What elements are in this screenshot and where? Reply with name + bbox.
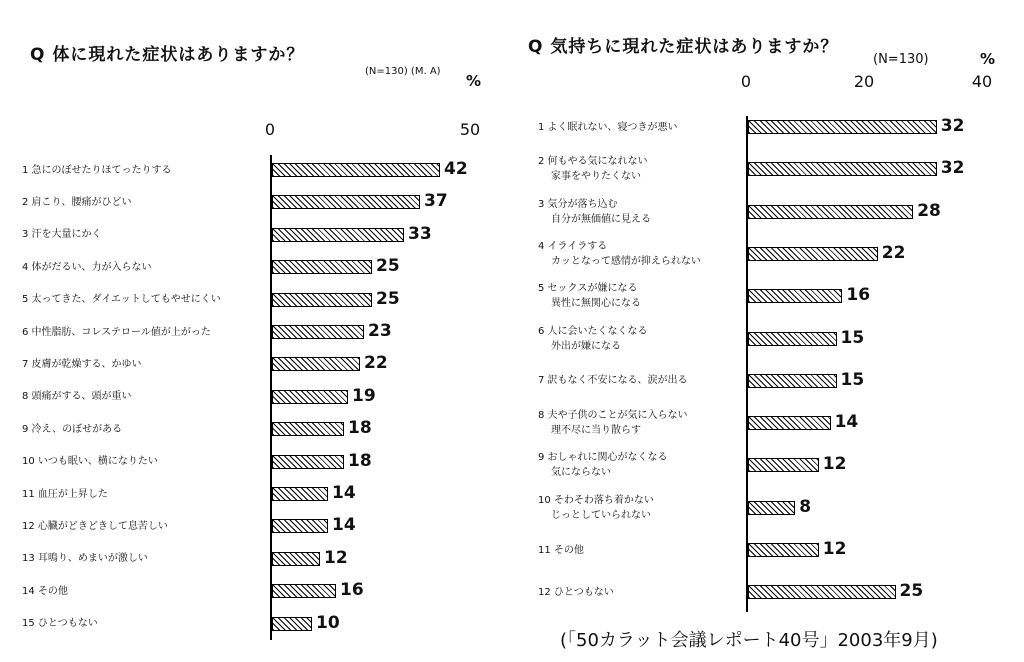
left-bar [272,455,344,469]
left-category-label [22,389,132,404]
left-bar [272,617,312,631]
right-category-label-line: 11 その他 [538,544,584,556]
right-category-label-line: じっとしていられない [551,509,651,521]
right-category-label-line: 外出が嫌になる [551,340,621,352]
left-tick-label: 50 [459,120,481,139]
left-category-label [22,292,221,307]
left-category-label-line: 5 太ってきた、ダイエットしてもやせにくい [22,294,221,306]
left-category-label [22,260,152,275]
left-category-label-line: 6 中性脂肪、コレステロール値が上がった [22,326,211,338]
right-bar-value: 28 [917,200,941,221]
right-category-label [538,120,678,135]
right-bar-value: 12 [822,454,847,475]
right-bar-value: 32 [940,116,965,136]
left-bar-value: 14 [332,483,356,503]
left-category-label [22,422,122,437]
left-bar [272,195,420,209]
left-category-label-line: 15 ひとつもない [22,618,98,630]
left-category-label-line: 14 その他 [22,585,68,597]
left-category-label-line: 4 体がだるい、力が入らない [22,261,152,273]
left-bar [272,487,328,501]
right-bar [748,205,913,219]
right-category-label [538,239,701,269]
right-category-label [538,493,654,523]
left-category-label [22,551,148,566]
left-category-label-line: 9 冷え、のぼせがある [22,423,123,435]
left-category-label-line: 1 急にのぼせたりほてったりする [22,164,172,176]
left-chart-unit: % [466,72,482,90]
right-category-label-line: 4 イライラする [538,240,608,252]
right-category-label [538,373,688,388]
right-category-label [538,281,641,311]
right-bar-value: 15 [840,369,865,390]
left-bar-value: 18 [348,450,372,471]
left-category-label-line: 10 いつも眠い、横になりたい [22,456,158,468]
left-bar-value: 23 [368,321,392,341]
right-category-label-line: 異性に無関心になる [551,298,641,310]
right-bar [748,585,896,599]
right-bar-value: 15 [840,327,865,348]
left-chart-note: (N=130) (M. A) [365,66,441,77]
right-bar [748,501,795,515]
right-category-label-line: カッとなって感情が抑えられない [551,255,701,267]
right-bar [748,120,937,134]
right-chart-note: (N=130) [873,52,929,67]
left-bar-value: 12 [324,547,348,568]
right-chart-unit: % [980,50,996,68]
left-bar [272,552,320,566]
left-category-label [22,584,68,599]
right-bar-value: 12 [822,539,847,559]
right-category-label [538,543,584,558]
left-category-label [22,163,172,178]
right-category-label-line: 3 気分が落ち込む [538,198,618,210]
right-category-label-line: 12 ひとつもない [538,586,614,598]
left-bar-value: 25 [376,256,400,277]
left-category-label [22,487,108,502]
right-bar [748,162,937,176]
left-category-label-line: 2 肩こり、腰痛がひどい [22,196,132,208]
right-category-label-line: 6 人に会いたくなくなる [538,325,648,337]
source-caption: (「50カラット会議レポート40号」2003年9月) [560,630,938,651]
left-bar-value: 42 [444,159,468,179]
left-bar-value: 37 [424,191,448,212]
left-bar [272,519,328,533]
right-category-label-line: 理不尽に当り散らす [551,425,641,437]
right-category-label [538,197,651,227]
left-bar [272,293,372,307]
right-tick-label: 0 [740,72,752,91]
left-category-label-line: 8 頭痛がする、頭が重い [22,391,132,403]
right-bar-value: 16 [846,285,871,306]
left-bar [272,390,348,404]
right-category-label-line: 2 何もやる気になれない [538,156,648,168]
right-axis-line [746,116,748,612]
right-category-label-line: 自分が無価値に見える [551,213,651,225]
left-bar [272,325,364,339]
left-bar-value: 19 [352,385,376,406]
right-category-label [538,408,688,438]
left-category-label-line: 12 心臓がどきどきして息苦しい [22,520,168,532]
right-category-label-line: 7 訳もなく不安になる、涙が出る [538,375,688,387]
right-bar [748,543,819,557]
left-bar-value: 18 [348,418,372,439]
left-category-label-line: 7 皮膚が乾燥する、かゆい [22,358,142,370]
right-category-label [538,154,648,184]
left-category-label [22,616,98,631]
left-bar [272,228,404,242]
right-bar-value: 32 [940,158,965,179]
right-category-label-line: 家事をやりたくない [551,171,641,183]
right-bar [748,247,878,261]
right-bar-value: 22 [881,242,906,263]
left-category-label [22,227,102,242]
left-bar-value: 33 [408,223,432,244]
right-bar-value: 14 [834,412,859,433]
left-bar [272,422,344,436]
right-bar-value: 25 [899,581,924,602]
right-category-label [538,585,614,600]
right-category-label [538,450,668,480]
right-category-label [538,324,648,354]
left-bar [272,260,372,274]
left-category-label-line: 13 耳鳴り、めまいが激しい [22,553,148,565]
left-bar [272,163,440,177]
right-category-label-line: 5 セックスが嫌になる [538,283,638,295]
right-bar [748,332,837,346]
left-bar-value: 16 [340,580,364,601]
right-category-label-line: 10 そわそわ落ち着かない [538,494,654,506]
left-category-label [22,325,211,340]
left-bar [272,357,360,371]
right-bar [748,458,819,472]
right-category-label-line: 気にならない [551,467,611,479]
left-chart-title: Q 体に現れた症状はありますか？ [30,45,305,65]
left-category-label [22,519,168,534]
right-category-label-line: 8 夫や子供のことが気に入らない [538,410,688,422]
left-bar [272,584,336,598]
right-bar [748,289,842,303]
left-category-label [22,454,158,469]
right-bar [748,374,837,388]
left-category-label-line: 11 血圧が上昇した [22,488,108,500]
left-bar-value: 10 [316,612,340,633]
right-tick-label: 20 [853,72,875,91]
left-category-label-line: 3 汗を大量にかく [22,229,102,241]
right-bar-value: 8 [799,496,812,517]
left-tick-label: 0 [264,120,276,139]
left-bar-value: 25 [376,288,400,309]
left-bar-value: 22 [364,353,388,374]
right-chart-title: Q 気持ちに現れた症状はありますか？ [528,37,839,57]
right-bar [748,416,831,430]
right-tick-label: 40 [971,72,993,91]
right-category-label-line: 1 よく眠れない、寝つきが悪い [538,121,678,133]
left-bar-value: 14 [332,515,356,536]
left-category-label [22,195,132,210]
right-category-label-line: 9 おしゃれに関心がなくなる [538,452,668,464]
left-category-label [22,357,142,372]
